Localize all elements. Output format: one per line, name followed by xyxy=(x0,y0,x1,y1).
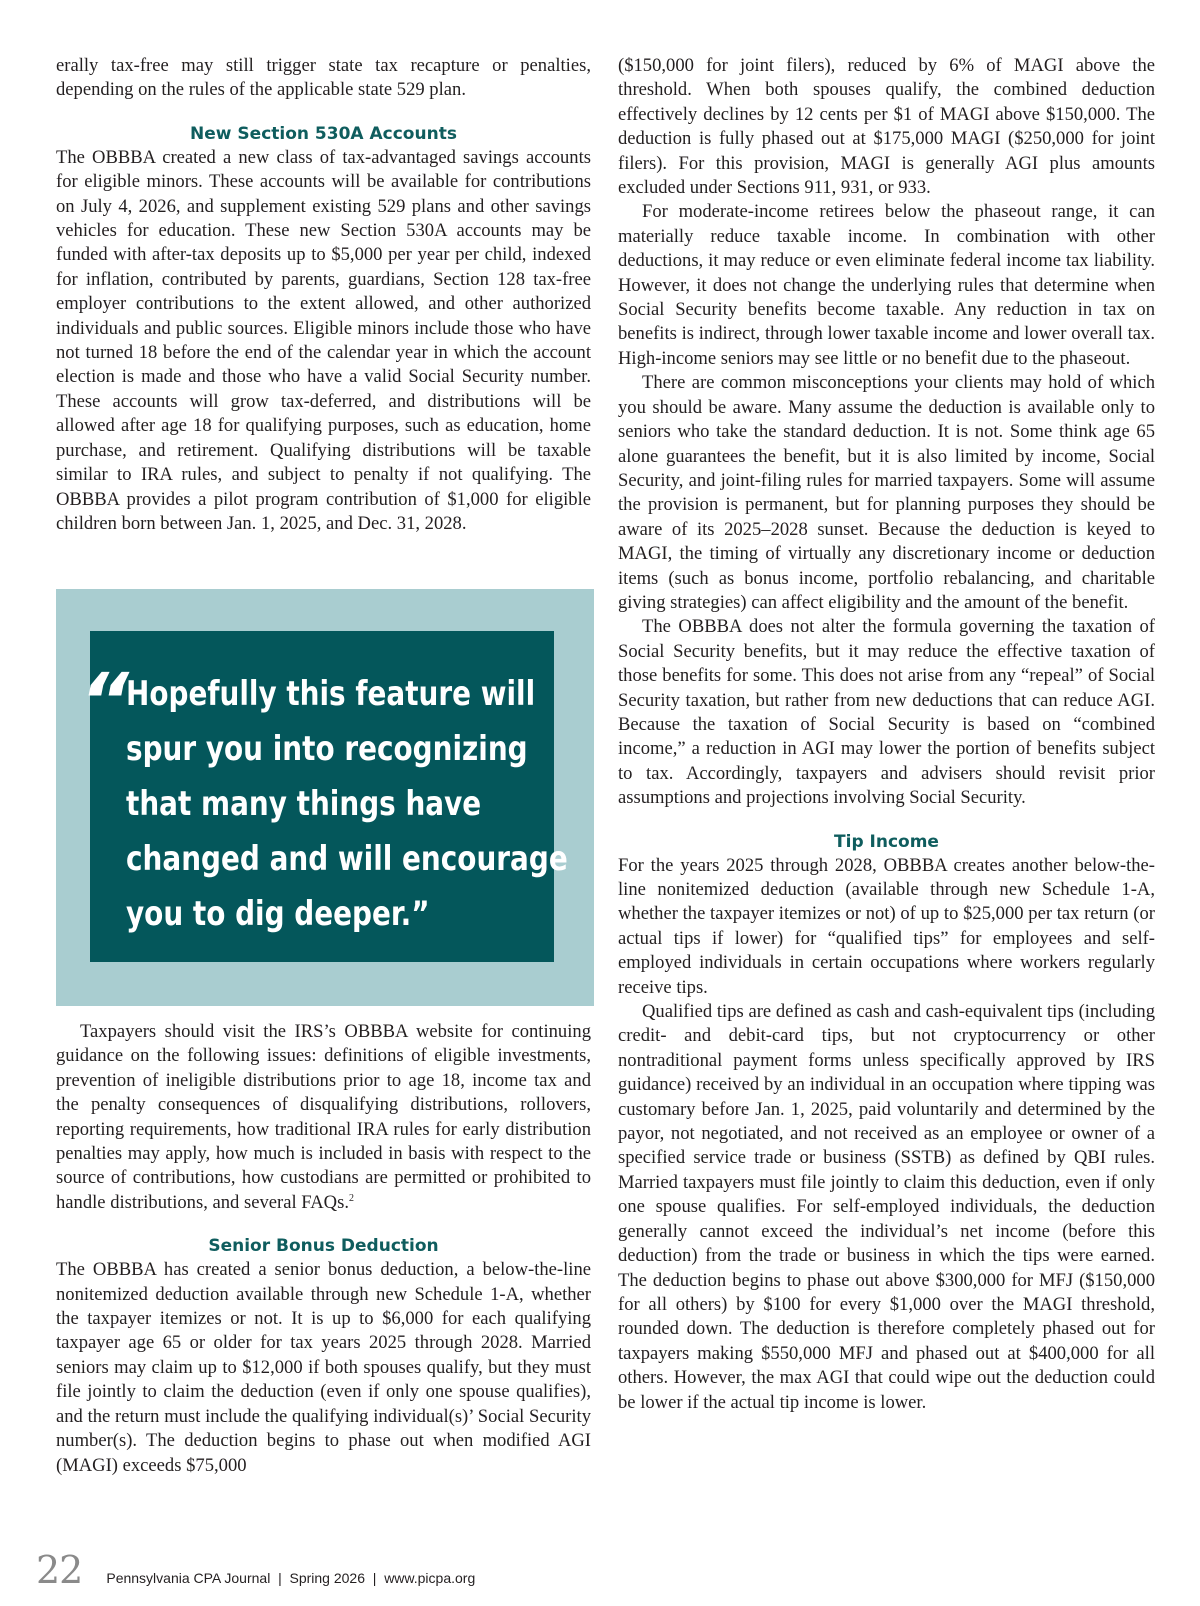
heading-530a-accounts: New Section 530A Accounts xyxy=(190,123,457,144)
paragraph-moderate-income: For moderate-income retirees below the phaseout range, it can materially reduce taxable income. In combination with other deductions, it may reduce or even eliminate federal income tax liability. However, it does not change the underlying rules that determine when Social Security benefits become taxable. Any reduction in tax on benefits is indirect, through lower taxable income and lower overall tax. High-income seniors may see little or no benefit due to the phaseout. xyxy=(618,201,1155,369)
quote-mark-icon: “ xyxy=(80,656,129,745)
pull-quote-line: spur you into recognizing xyxy=(126,729,528,769)
left-column-bottom xyxy=(56,1020,591,1478)
paragraph-continued: erally tax-free may still trigger state tax recapture or penalties, depending on the rules of the applicable state 529 plan. xyxy=(56,55,591,101)
pull-quote-line: Hopefully this feature will xyxy=(126,674,536,714)
left-column-top xyxy=(56,54,591,536)
paragraph-misconceptions: There are common misconceptions your clients may hold of which you should be aware. Many assume the deduction is available only to seniors who take the standard deduction. It is not. Some think age 65 alone guarantees the benefit, but it is also limited by income, Social Security, and joint-filing rules for married taxpayers. Some will assume the provision is permanent, but for planning purposes they should be aware of its 2025–2028 sunset. Because the deduction is keyed to MAGI, the timing of virtually any discretionary income or deduction items (such as bonus income, portfolio rebalancing, and charitable giving strategies) can affect eligibility and the amount of the benefit. xyxy=(618,372,1155,613)
page-number: 22 xyxy=(36,1548,83,1592)
pull-quote-line: that many things have xyxy=(126,784,482,824)
paragraph-qualified-tips: Qualified tips are defined as cash and cash-equivalent tips (including credit- and debit-card tips, but not cryptocurrency or other nontraditional payment forms unless specifically approved by IRS guidance) received by an individual in an occupation where tipping was customary before Jan. 1, 2025, paid voluntarily and determined by the payor, not negotiated, and not received as an employee or owner of a specified service trade or business (SSTB) as defined by QBI rules. Married taxpayers must file jointly to claim this deduction, even if only one spouse qualifies. For self-employed individuals, the deduction generally cannot exceed the individual’s net income (before this deduction) from the trade or business in which the tips were earned. The deduction begins to phase out above $300,000 for MFJ ($150,000 for all others) by $100 for every $1,000 over the MAGI threshold, rounded down. The deduction is therefore completely phased out for taxpayers making $550,000 MFJ and phased out at $400,000 for all others. However, the max AGI that could wipe out the deduction could be lower if the actual tip income is lower. xyxy=(618,1001,1155,1413)
paragraph-irs-text: Taxpayers should visit the IRS’s OBBBA website for continuing guidance on the following issues: definitions of eligible investments, prevention of ineligible distributions prior to age 18, income tax and the penalty consequences of disqualifying distributions, rollovers, reporting requirements, how traditional IRA rules for early distribution penalties may apply, how much is included in basis with respect to the source of contributions, how custodians are permitted or prohibited to handle distributions, and several FAQs. xyxy=(56,1021,591,1213)
paragraph-tip-income: For the years 2025 through 2028, OBBBA creates another below-the-line nonitemized deduction (available through new Schedule 1-A, whether the taxpayer itemizes or not) of up to $25,000 per tax return (or actual tips if lower) for “qualified tips” for employees and self-employed individuals in certain occupations where workers regularly receive tips. xyxy=(618,854,1155,998)
pull-quote-line: you to dig deeper.” xyxy=(126,894,430,934)
right-column xyxy=(618,54,1155,1415)
paragraph-social-security: The OBBBA does not alter the formula governing the taxation of Social Security benefits, but it may reduce the effective taxation of those benefits for some. This does not arise from any “repeal” of Social Security taxation, but rather from new deductions that can reduce AGI. Because the taxation of Social Security is based on “combined income,” a reduction in AGI may lower the portion of benefits subject to tax. Accordingly, taxpayers and advisers should revisit prior assumptions and projections involving Social Security. xyxy=(618,616,1155,809)
pull-quote-text xyxy=(126,667,568,942)
pull-quote-line: changed and will encourage xyxy=(126,839,568,879)
heading-tip-income: Tip Income xyxy=(834,831,939,852)
page-footer xyxy=(36,1548,476,1592)
paragraph-phaseout: ($150,000 for joint filers), reduced by 6% of MAGI above the threshold. When both spouses qualify, the combined deduction effectively declines by 12 cents per $1 of MAGI above $150,000. The deduction is fully phased out at $175,000 MAGI ($250,000 for joint filers). For this provision, MAGI is generally AGI plus amounts excluded under Sections 911, 931, or 933. xyxy=(618,55,1155,199)
footer-publication: Pennsylvania CPA Journal | Spring 2026 | www.picpa.org xyxy=(106,1570,476,1586)
footnote-ref: 2 xyxy=(348,1192,354,1204)
paragraph-senior-bonus: The OBBBA has created a senior bonus deduction, a below-the-line nonitemized deduction available through new Schedule 1-A, whether the taxpayer itemizes or not. It is up to $6,000 for each qualifying taxpayer age 65 or older for tax years 2025 through 2028. Married seniors may claim up to $12,000 if both spouses qualify, but they must file jointly to claim the deduction (even if only one spouse qualifies), and the return must include the qualifying individual(s)’ Social Security number(s). The deduction begins to phase out when modified AGI (MAGI) exceeds $75,000 xyxy=(56,1259,591,1476)
heading-senior-bonus-deduction: Senior Bonus Deduction xyxy=(208,1236,439,1257)
pull-quote-box xyxy=(56,589,594,1006)
paragraph-530a: The OBBBA created a new class of tax-advantaged savings accounts for eligible minors. These accounts will be available for contributions on July 4, 2026, and supplement existing 529 plans and other savings vehicles for education. These new Section 530A accounts may be funded with after-tax deposits up to $5,000 per year per child, indexed for inflation, contributed by parents, guardians, Section 128 tax-free employer contributions to the extent allowed, and other authorized individuals and public sources. Eligible minors include those who have not turned 18 before the end of the calendar year in which the account election is made and those who have a valid Social Security number. These accounts will grow tax-deferred, and distributions will be allowed after age 18 for qualifying purposes, such as education, home purchase, and retirement. Qualifying distributions will be taxable similar to IRA rules, and subject to penalty if not qualifying. The OBBBA provides a pilot program contribution of $1,000 for eligible children born between Jan. 1, 2025, and Dec. 31, 2028. xyxy=(56,146,591,534)
paragraph-irs-guidance xyxy=(56,1020,591,1215)
